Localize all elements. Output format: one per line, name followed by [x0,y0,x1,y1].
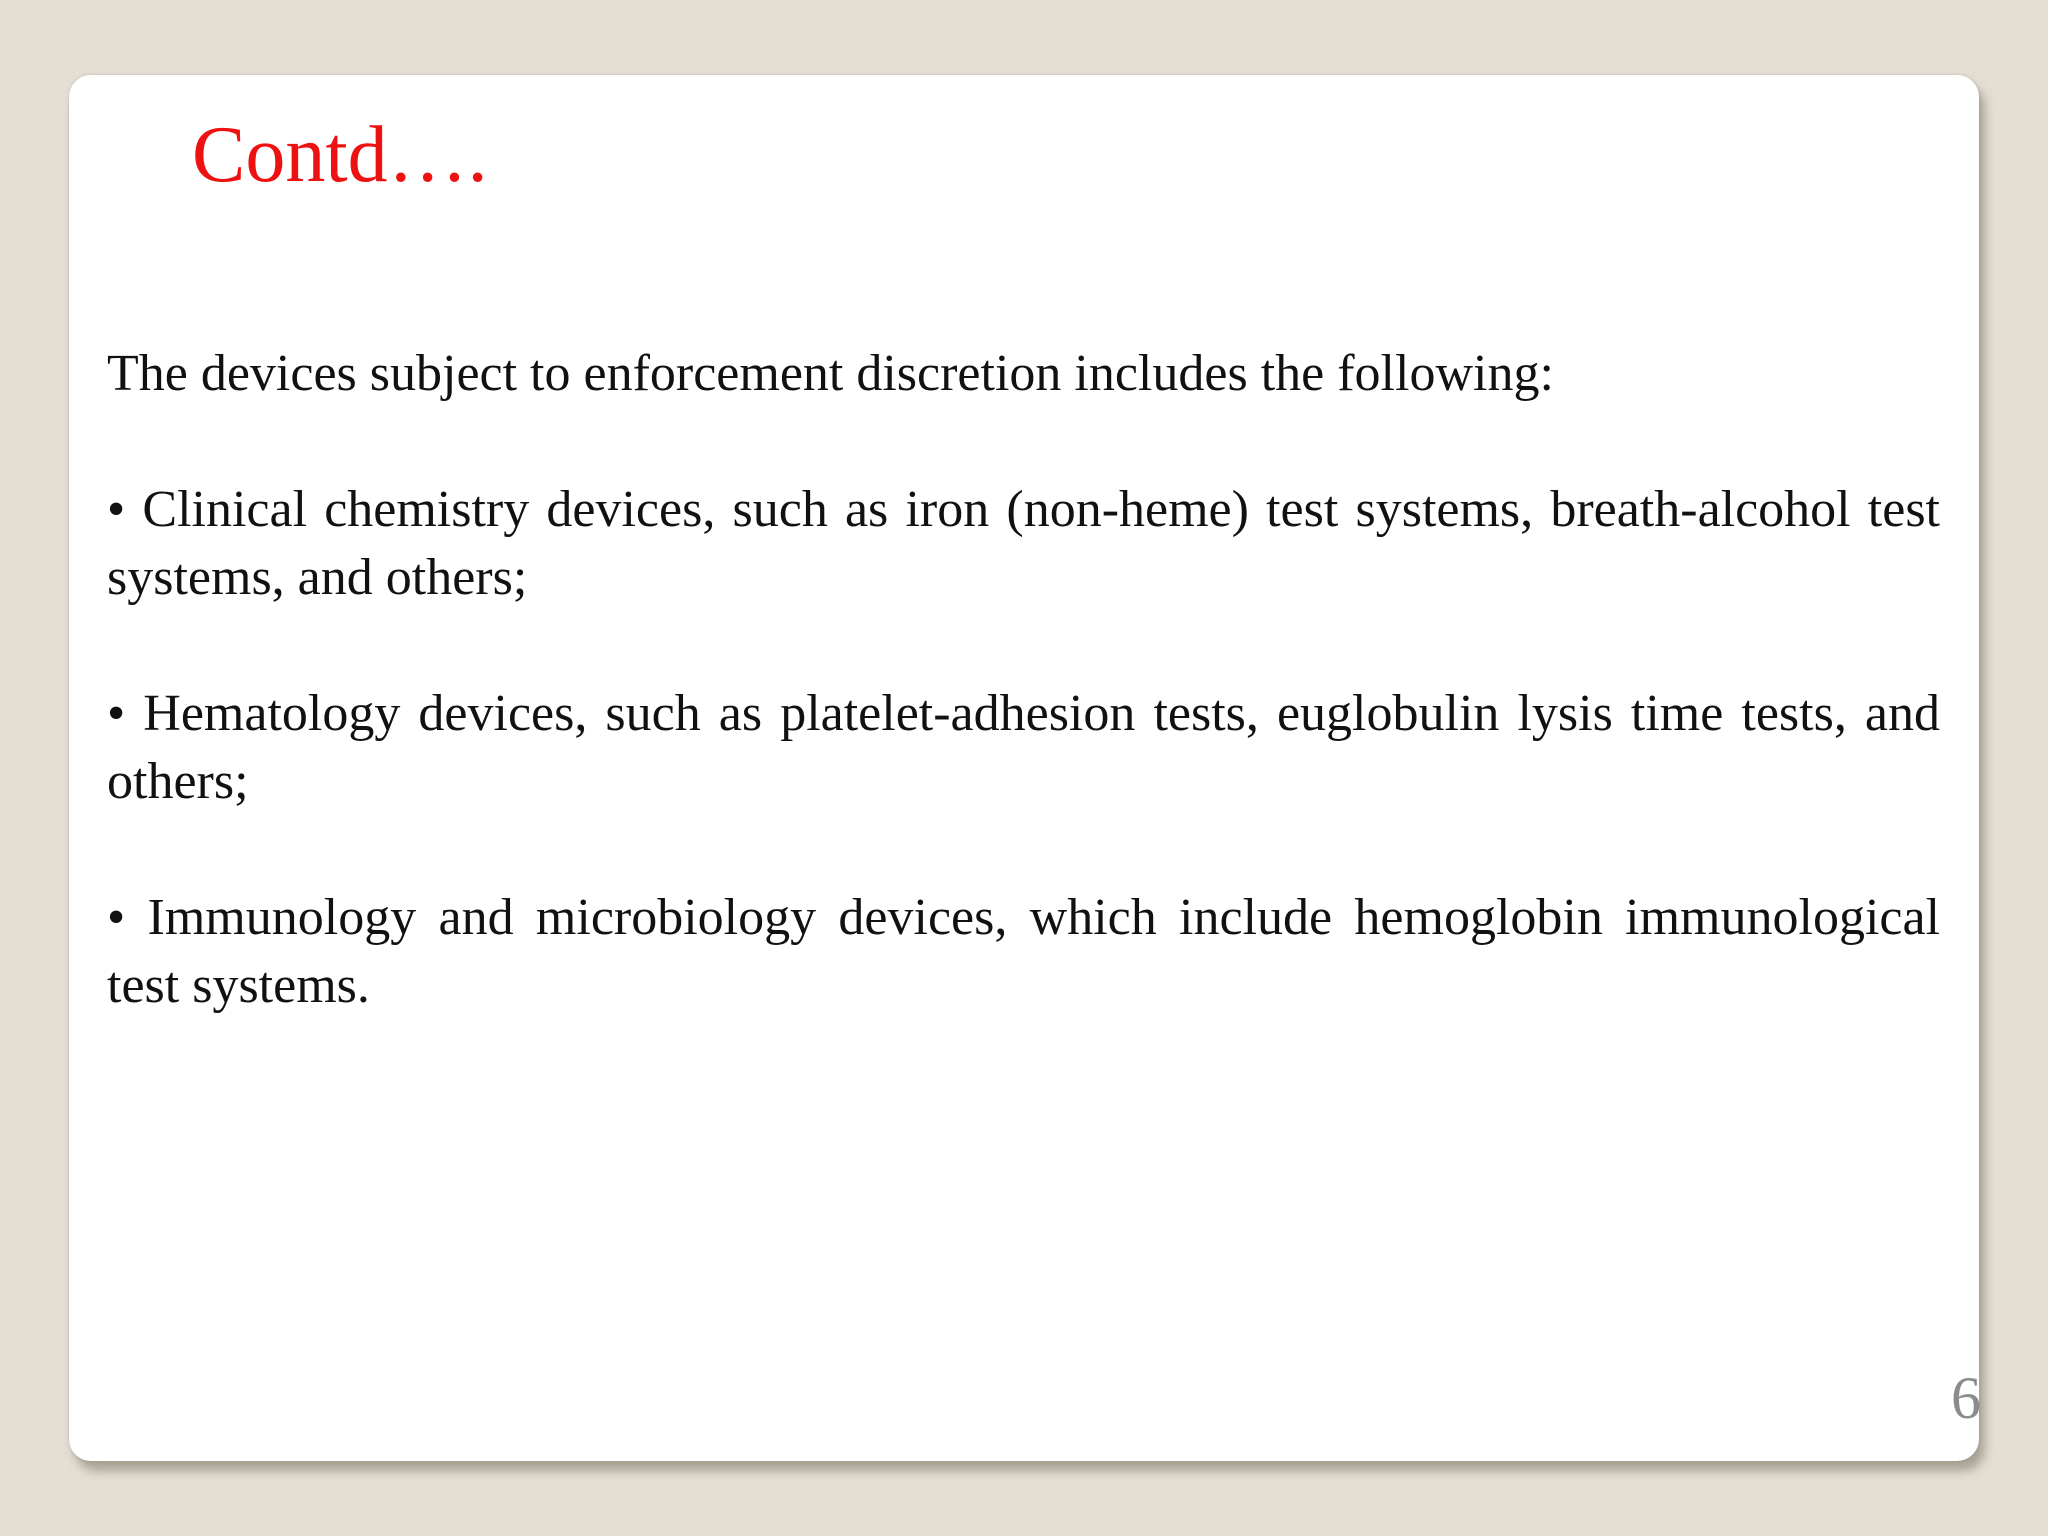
slide-body [107,340,1940,1088]
bullet-text: Hematology devices, such as platelet-adhesion tests, euglobulin lysis time tests, and others; [107,685,1940,810]
intro-text: The devices subject to enforcement discretion includes the following: [107,345,1554,402]
bullet-item-clinical-chemistry [107,476,1940,612]
bullet-marker: • [107,481,126,538]
slide-title: Contd…. [192,111,488,199]
bullet-item-immunology [107,884,1940,1020]
bullet-marker: • [107,685,126,742]
bullet-text: Immunology and microbiology devices, which include hemoglobin immunological test systems. [107,889,1941,1014]
bullet-text: Clinical chemistry devices, such as iron (non-heme) test systems, breath-alcohol test systems, and others; [107,481,1941,606]
bullet-item-hematology [107,680,1940,816]
bullet-marker: • [107,889,126,946]
page-number: 6 [1951,1365,1981,1431]
